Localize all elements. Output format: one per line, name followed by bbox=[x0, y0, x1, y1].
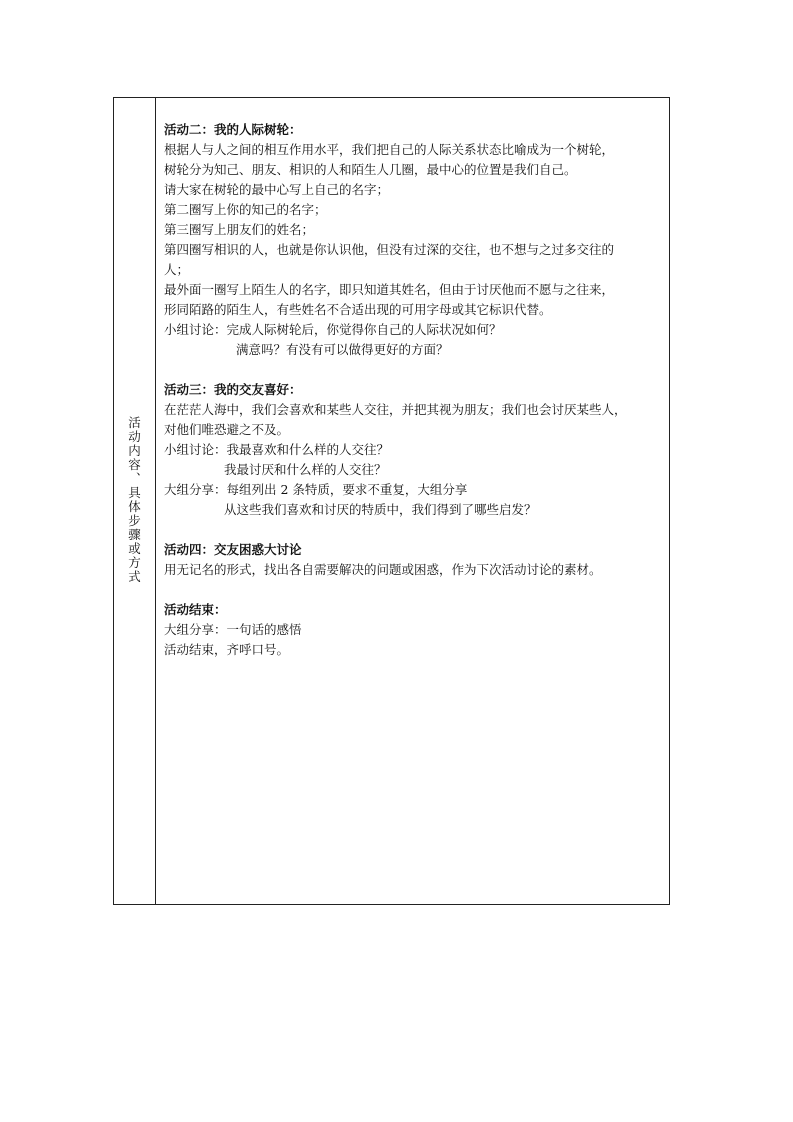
text-line: 小组讨论：我最喜欢和什么样的人交往？ bbox=[164, 442, 390, 457]
text-line: 请大家在树轮的最中心写上自己的名字； bbox=[164, 182, 390, 197]
text-line: 活动结束，齐呼口号。 bbox=[164, 642, 290, 657]
activity-content bbox=[164, 120, 664, 660]
label-column bbox=[114, 98, 156, 904]
text-line-indented: 我最讨厌和什么样的人交往？ bbox=[224, 462, 387, 477]
text-line: 最外面一圈写上陌生人的名字，即只知道其姓名，但由于讨厌他而不愿与之往来， bbox=[164, 282, 615, 297]
text-line: 大组分享：一句话的感悟 bbox=[164, 622, 302, 637]
text-line: 小组讨论：完成人际树轮后，你觉得你自己的人际状况如何？ bbox=[164, 322, 502, 337]
text-line: 形同陌路的陌生人，有些姓名不合适出现的可用字母或其它标识代替。 bbox=[164, 302, 552, 317]
text-line-indented: 满意吗？有没有可以做得更好的方面？ bbox=[236, 342, 449, 357]
text-line: 人； bbox=[164, 262, 190, 277]
text-line: 对他们唯恐避之不及。 bbox=[164, 422, 290, 437]
text-line: 第二圈写上你的知己的名字； bbox=[164, 202, 327, 217]
activity-table bbox=[113, 97, 670, 905]
text-line: 树轮分为知己、朋友、相识的人和陌生人几圈，最中心的位置是我们自己。 bbox=[164, 162, 577, 177]
text-line: 用无记名的形式，找出各自需要解决的问题或困惑，作为下次活动讨论的素材。 bbox=[164, 562, 602, 577]
text-line: 第四圈写相识的人，也就是你认识他，但没有过深的交往，也不想与之过多交往的 bbox=[164, 242, 615, 257]
text-line: 大组分享：每组列出 2 条特质，要求不重复，大组分享 bbox=[164, 482, 468, 497]
text-line-indented: 从这些我们喜欢和讨厌的特质中，我们得到了哪些启发？ bbox=[224, 502, 537, 517]
activity-end-heading: 活动结束： bbox=[164, 602, 227, 617]
activity-4-heading: 活动四：交友困惑大讨论 bbox=[164, 542, 302, 557]
text-line: 根据人与人之间的相互作用水平，我们把自己的人际关系状态比喻成为一个树轮， bbox=[164, 142, 615, 157]
activity-2-heading: 活动二：我的人际树轮： bbox=[164, 122, 302, 137]
text-line: 在茫茫人海中，我们会喜欢和某些人交往，并把其视为朋友；我们也会讨厌某些人， bbox=[164, 402, 627, 417]
text-line: 第三圈写上朋友们的姓名； bbox=[164, 222, 315, 237]
activity-3-heading: 活动三：我的交友喜好： bbox=[164, 382, 302, 397]
row-label: 活动内容、具体步骤或方式 bbox=[126, 416, 142, 584]
